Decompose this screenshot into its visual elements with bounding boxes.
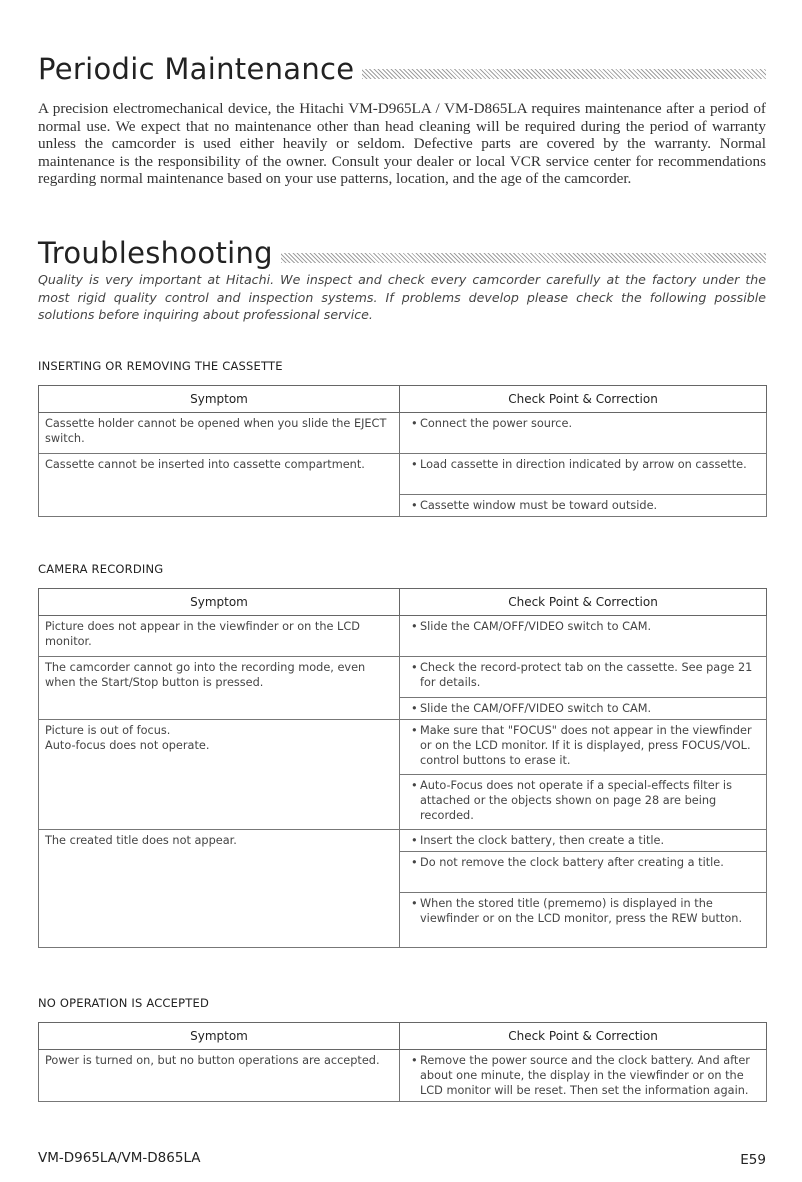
correction-cell: [400, 1050, 767, 1102]
correction-cell: [400, 698, 767, 720]
correction-item: • Load cassette in direction indicated by arrow on cassette.: [406, 457, 762, 472]
correction-item: • Auto-Focus does not operate if a special-effects filter is attached or the objects shown on page 28 are being recorded.: [406, 778, 762, 823]
symptom-cell: Picture is out of focus. Auto-focus does not operate.: [39, 720, 400, 830]
correction-item: • When the stored title (prememo) is displayed in the viewfinder or on the LCD monitor, press the REW button.: [406, 896, 762, 926]
column-header-symptom: Symptom: [39, 1023, 400, 1050]
heading-hatch-rule: [281, 253, 766, 263]
correction-item: • Do not remove the clock battery after creating a title.: [406, 855, 762, 870]
correction-item: • Cassette window must be toward outside.: [406, 498, 762, 513]
correction-cell: [400, 657, 767, 698]
column-header-correction: Check Point & Correction: [400, 386, 767, 413]
correction-cell: [400, 616, 767, 657]
troubleshooting-table-cassette: [38, 385, 767, 517]
correction-cell: [400, 720, 767, 775]
correction-item: • Insert the clock battery, then create a title.: [406, 833, 762, 848]
correction-item: • Connect the power source.: [406, 416, 762, 431]
symptom-cell: Cassette holder cannot be opened when you slide the EJECT switch.: [39, 413, 400, 454]
correction-cell: [400, 893, 767, 948]
table-row: [39, 1050, 767, 1102]
footer-page-number: E59: [740, 1152, 766, 1168]
correction-cell: [400, 495, 767, 517]
correction-cell: [400, 454, 767, 495]
column-header-symptom: Symptom: [39, 589, 400, 616]
correction-item: • Check the record-protect tab on the cassette. See page 21 for details.: [406, 660, 762, 690]
section-label-no-operation: NO OPERATION IS ACCEPTED: [38, 996, 210, 1010]
table-row: [39, 413, 767, 454]
column-header-symptom: Symptom: [39, 386, 400, 413]
section-label-cassette: INSERTING OR REMOVING THE CASSETTE: [38, 359, 283, 373]
periodic-maintenance-body: A precision electromechanical device, the Hitachi VM-D965LA / VM-D865LA requires maintenance after a period of normal use. We expect that no maintenance other than head cleaning will be required during the period of warranty unless the camcorder is used either heavily or seldom. Defective parts are covered by the warranty. Normal maintenance is the responsibility of the owner. Consult your dealer or local VCR service center for recommendations regarding normal maintenance based on your use patterns, location, and the age of the camcorder.: [38, 100, 766, 188]
correction-item: • Make sure that "FOCUS" does not appear in the viewfinder or on the LCD monitor. If it is displayed, press FOCUS/VOL. control buttons to erase it.: [406, 723, 762, 768]
symptom-cell: The camcorder cannot go into the recording mode, even when the Start/Stop button is pressed.: [39, 657, 400, 720]
correction-cell: [400, 413, 767, 454]
table-row: [39, 616, 767, 657]
column-header-correction: Check Point & Correction: [400, 1023, 767, 1050]
troubleshooting-heading: Troubleshooting: [38, 236, 273, 270]
periodic-maintenance-heading-row: [38, 52, 766, 86]
correction-cell: [400, 852, 767, 893]
table-row: [39, 830, 767, 852]
symptom-cell: Power is turned on, but no button operations are accepted.: [39, 1050, 400, 1102]
symptom-cell: The created title does not appear.: [39, 830, 400, 948]
table-row: [39, 454, 767, 495]
correction-cell: [400, 775, 767, 830]
correction-item: • Remove the power source and the clock battery. And after about one minute, the display in the viewfinder or on the LCD monitor will be reset. Then set the information again.: [406, 1053, 762, 1098]
correction-item: • Slide the CAM/OFF/VIDEO switch to CAM.: [406, 619, 762, 634]
table-row: [39, 720, 767, 775]
table-row: [39, 657, 767, 698]
symptom-cell: Cassette cannot be inserted into cassette compartment.: [39, 454, 400, 517]
troubleshooting-intro: Quality is very important at Hitachi. We inspect and check every camcorder carefully at the factory under the most rigid quality control and inspection systems. If problems develop please check the following possible solutions before inquiring about professional service.: [38, 272, 766, 322]
heading-hatch-rule: [362, 69, 766, 79]
footer-model-number: VM-D965LA/VM-D865LA: [38, 1150, 201, 1166]
troubleshooting-table-no-operation: [38, 1022, 767, 1102]
troubleshooting-table-camera-recording: [38, 588, 767, 948]
periodic-maintenance-heading: Periodic Maintenance: [38, 52, 355, 86]
correction-cell: [400, 830, 767, 852]
correction-item: • Slide the CAM/OFF/VIDEO switch to CAM.: [406, 701, 762, 716]
troubleshooting-heading-row: [38, 236, 766, 270]
column-header-correction: Check Point & Correction: [400, 589, 767, 616]
symptom-cell: Picture does not appear in the viewfinder or on the LCD monitor.: [39, 616, 400, 657]
section-label-camera-recording: CAMERA RECORDING: [38, 562, 164, 576]
